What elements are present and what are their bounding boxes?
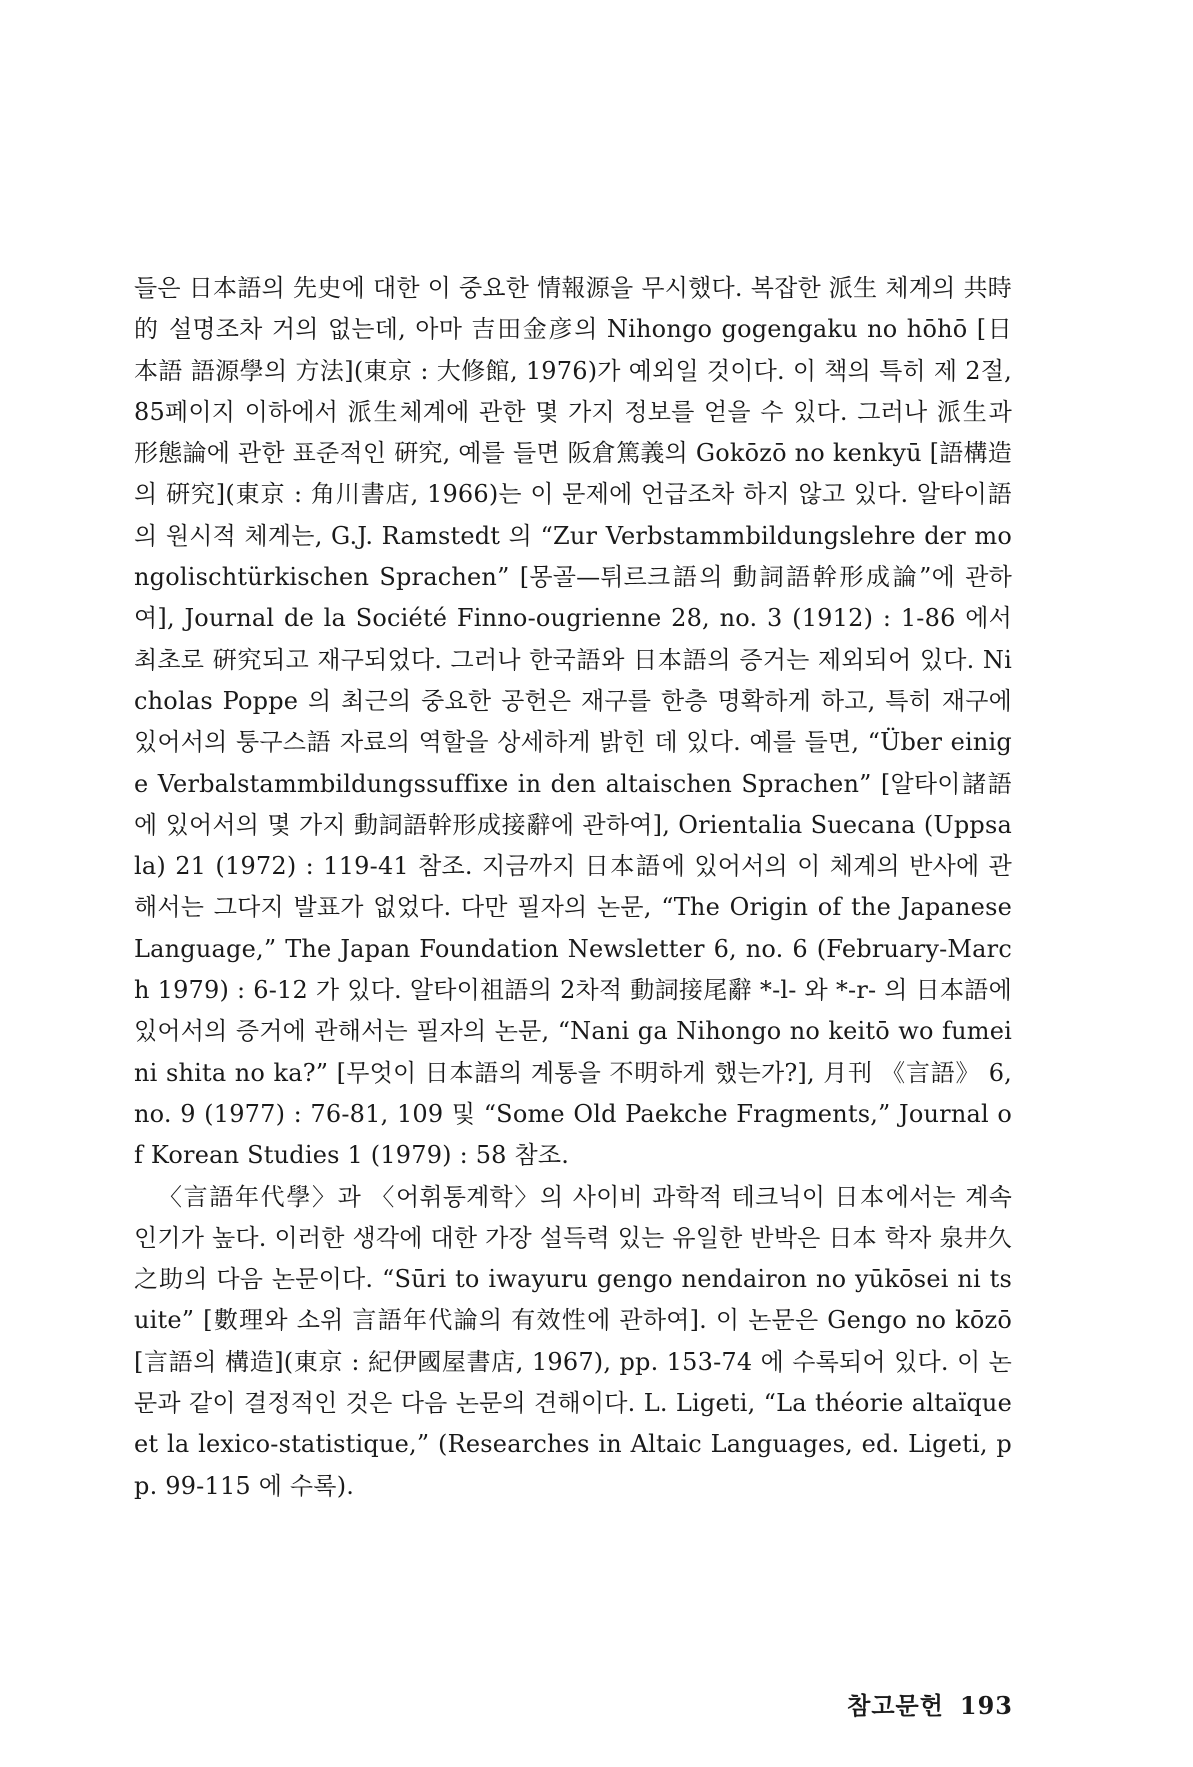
paragraph-2: 〈言語年代學〉과 〈어휘통계학〉의 사이비 과학적 테크닉이 日本에서는 계속 인기가 높다. 이러한 생각에 대한 가장 설득력 있는 유일한 반박은 日本 학자 泉井久之助의 다음 논문이다. “Sūri to iwayuru gengo nendairon no yūkōsei ni tsuite” [數理와 소위 言語年代論의 有效性에 관하여]. 이 논문은 Gengo no kōzō [言語의 構造](東京 : 紀伊國屋書店, 1967), pp. 153-74 에 수록되어 있다. 이 논문과 같이 결정적인 것은 다음 논문의 견해이다. L. Ligeti, “La théorie altaïque et la lexico-statistique,” (Researches in Altaic Languages, ed. Ligeti, pp. 99-115 에 수록). [134,1182,1012,1500]
page-number: 193 [959,1691,1013,1720]
footer-section-title: 참고문헌 [847,1691,944,1720]
paragraph-1: 들은 日本語의 先史에 대한 이 중요한 情報源을 무시했다. 복잡한 派生 체계의 共時的 설명조차 거의 없는데, 아마 吉田金彦의 Nihongo gogengaku no hōhō [日本語 語源學의 方法](東京 : 大修館, 1976)가 예외일 것이다. 이 책의 특히 제 2절, 85페이지 이하에서 派生체계에 관한 몇 가지 정보를 얻을 수 있다. 그러나 派生과 形態論에 관한 표준적인 硏究, 예를 들면 阪倉篤義의 Gokōzō no kenkyū [語構造의 硏究](東京 : 角川書店, 1966)는 이 문제에 언급조차 하지 않고 있다. 알타이語의 원시적 체계는, G.J. Ramstedt 의 “Zur Verbstammbildungslehre der mongolischtürkischen Sprachen” [몽골—튀르크語의 動詞語幹形成論”에 관하여], Journal de la Société Finno-ougrienne 28, no. 3 (1912) : 1-86 에서 최초로 硏究되고 재구되었다. 그러나 한국語와 日本語의 증거는 제외되어 있다. Nicholas Poppe 의 최근의 중요한 공헌은 재구를 한층 명확하게 하고, 특히 재구에 있어서의 퉁구스語 자료의 역할을 상세하게 밝힌 데 있다. 예를 들면, “Über einige Verbalstammbildungssuffixe in den altaischen Sprachen” [알타이諸語에 있어서의 몇 가지 動詞語幹形成接辭에 관하여], Orientalia Suecana (Uppsala) 21 (1972) : 119-41 참조. 지금까지 日本語에 있어서의 이 체계의 반사에 관해서는 그다지 발표가 없었다. 다만 필자의 논문, “The Origin of the Japanese Language,” The Japan Foundation Newsletter 6, no. 6 (February-March 1979) : 6-12 가 있다. 알타이祖語의 2차적 動詞接尾辭 *-l- 와 *-r- 의 日本語에 있어서의 증거에 관해서는 필자의 논문, “Nani ga Nihongo no keitō wo fumei ni shita no ka?” [무엇이 日本語의 계통을 不明하게 했는가?], 月刊 《言語》 6, no. 9 (1977) : 76-81, 109 및 “Some Old Paekche Fragments,” Journal of Korean Studies 1 (1979) : 58 참조. [134,274,1012,1170]
page-footer [831,1686,1013,1721]
body-text [134,268,1012,1507]
